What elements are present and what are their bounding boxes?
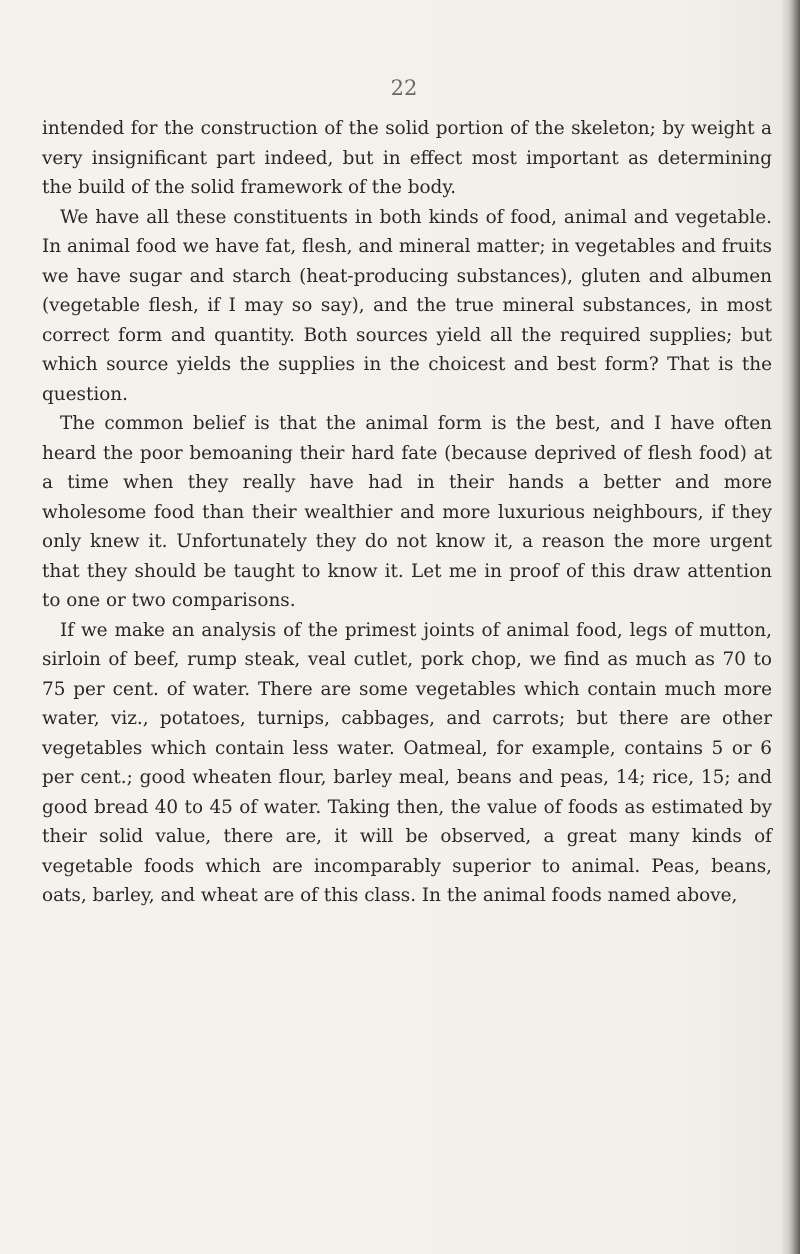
paragraph-1: intended for the construction of the solid portion of the skeleton; by weight a very insignificant part indeed, but in effect most important as determining the build of the solid framework of the body.: [42, 118, 772, 198]
page-number: 22: [390, 76, 418, 100]
paragraph-2: We have all these constituents in both kinds of food, animal and vegetable. In animal food we have fat, flesh, and mineral matter; in vegetables and fruits we have sugar and starch (heat-producing substances), gluten and albumen (vegetable flesh, if I may so say), and the true mineral substances, in most correct form and quantity. Both sources yield all the required supplies; but which source yields the supplies in the choicest and best form? That is the question.: [42, 206, 772, 405]
page-binding-edge: [782, 0, 800, 1254]
body-text: [42, 114, 772, 911]
paragraph-4: If we make an analysis of the primest joints of animal food, legs of mutton, sirloin of beef, rump steak, veal cutlet, pork chop, we find as much as 70 to 75 per cent. of water. There are some vegetables which contain much more water, viz., potatoes, turnips, cabbages, and carrots; but there are other vegetables which contain less water. Oatmeal, for example, contains 5 or 6 per cent.; good wheaten flour, barley meal, beans and peas, 14; rice, 15; and good bread 40 to 45 of water. Taking then, the value of foods as estimated by their solid value, there are, it will be observed, a great many kinds of vegetable foods which are incomparably superior to animal. Peas, beans, oats, barley, and wheat are of this class. In the animal foods named above,: [42, 619, 772, 906]
paragraph-3: The common belief is that the animal form is the best, and I have often heard the poor bemoaning their hard fate (because deprived of flesh food) at a time when they really have had in their hands a better and more wholesome food than their wealthier and more luxurious neighbours, if they only knew it. Unfortunately they do not know it, a reason the more urgent that they should be taught to know it. Let me in proof of this draw attention to one or two comparisons.: [42, 413, 772, 611]
